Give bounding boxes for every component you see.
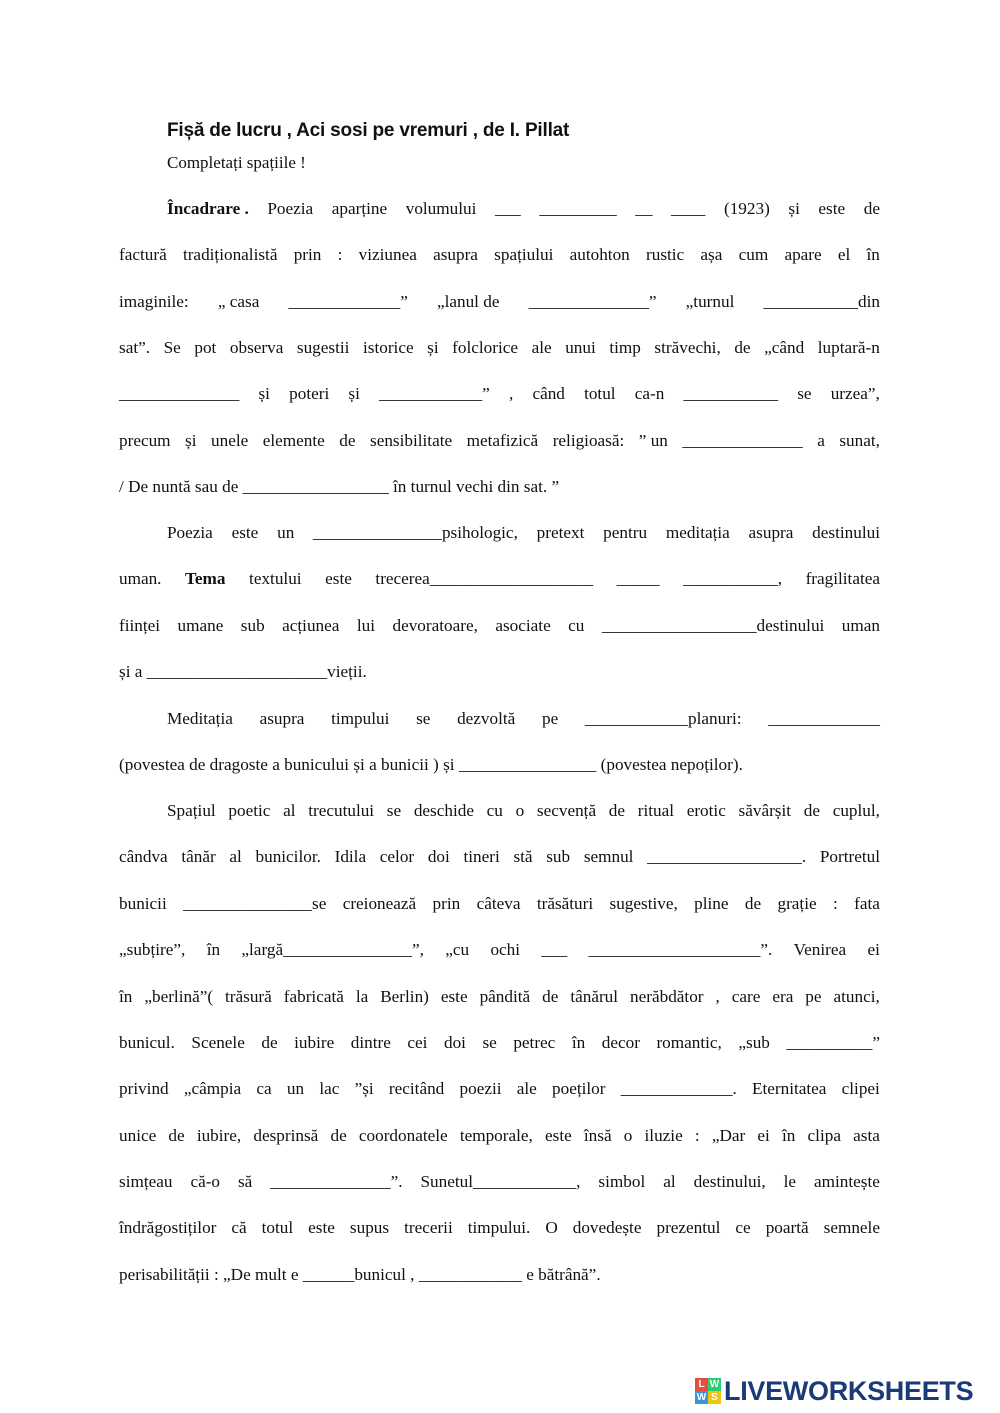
text-word: se <box>797 384 812 403</box>
text-word: desprinsă <box>253 1126 319 1145</box>
text-word: îndrăgostiților <box>119 1218 217 1237</box>
text-word: se <box>416 709 431 728</box>
text-word: uman. <box>119 569 162 588</box>
text-word: Portretul <box>819 847 880 866</box>
text-word: în <box>571 1033 586 1052</box>
text-word: ca-n <box>634 384 665 403</box>
text-word: săvârșit <box>738 801 792 820</box>
text-line-8 <box>167 523 880 543</box>
text-word: ____ <box>671 199 706 218</box>
text-word: elemente <box>262 431 325 450</box>
text-word: Poezia <box>167 523 213 542</box>
text-word: ___________, <box>683 569 782 588</box>
text-word: folclorice <box>452 338 519 357</box>
logo-letter-s: S <box>708 1391 721 1404</box>
text-word: de <box>261 1033 278 1052</box>
text-word: „turnul <box>685 292 735 311</box>
text-word: luptară-n <box>817 338 880 357</box>
text-word: să <box>237 1172 253 1191</box>
text-word: „lanul de <box>436 292 500 311</box>
text-word: perisabilității : „De mult e ______bunicul , ____________ e bătrână”. <box>119 1265 601 1284</box>
text-word: apare <box>784 245 822 264</box>
text-word: aparține <box>331 199 388 218</box>
text-word: umane <box>177 616 224 635</box>
text-word: fabricată <box>283 987 344 1006</box>
text-word: pretext <box>536 523 585 542</box>
text-line-11 <box>119 662 880 682</box>
text-word: creionează <box>342 894 417 913</box>
text-word: le <box>783 1172 797 1191</box>
text-word: iluzie <box>644 1126 683 1145</box>
text-word: o <box>515 801 525 820</box>
text-word: sat”. <box>119 338 151 357</box>
text-word: o <box>623 1126 633 1145</box>
text-line-19 <box>119 1033 880 1053</box>
text-word: : <box>832 894 838 913</box>
text-word: simțeau <box>119 1172 173 1191</box>
text-word: de <box>330 1126 347 1145</box>
text-word: Poezia <box>267 199 314 218</box>
text-word: grație <box>777 894 817 913</box>
text-word: nerăbdător <box>630 987 704 1006</box>
text-word: timpului. <box>467 1218 531 1237</box>
text-word: trecerea___________________ <box>375 569 594 588</box>
text-word: poezii <box>459 1079 502 1098</box>
text-word: cuplul, <box>832 801 880 820</box>
text-word: era <box>772 987 794 1006</box>
text-word: secvență <box>536 801 597 820</box>
logo-letter-w2: W <box>696 1392 707 1403</box>
text-word: religioasă: <box>552 431 625 450</box>
text-word: bunicilor. <box>255 847 321 866</box>
text-word: a <box>817 431 825 450</box>
text-word: cu <box>486 801 503 820</box>
text-word: ______________”. <box>270 1172 403 1191</box>
text-word: atunci, <box>833 987 880 1006</box>
text-word: O <box>545 1218 558 1237</box>
text-word: destinului, <box>693 1172 766 1191</box>
text-word: și <box>788 199 800 218</box>
text-word: sub <box>240 616 265 635</box>
text-word: de <box>744 894 762 913</box>
text-line-16 <box>119 894 880 914</box>
text-word: și <box>258 384 270 403</box>
text-word: și a _____________________vieții. <box>119 662 367 681</box>
text-line-21 <box>119 1126 880 1146</box>
text-word: pe <box>541 709 559 728</box>
text-word: / De nuntă sau de _________________ în turnul vechi din sat. ” <box>119 477 560 496</box>
text-word: Tema <box>185 569 226 588</box>
text-word: ”și <box>354 1079 374 1098</box>
text-word: bunicii <box>119 894 167 913</box>
text-word: iubire <box>294 1033 335 1052</box>
text-word: trecerii <box>404 1218 453 1237</box>
text-word: poteri <box>289 384 330 403</box>
text-word: „Dar <box>711 1126 746 1145</box>
text-word: de <box>608 801 626 820</box>
text-word: ființei <box>119 616 161 635</box>
text-word: Idila <box>334 847 367 866</box>
text-word: pentru <box>603 523 648 542</box>
text-word: factură <box>119 245 167 264</box>
text-word: metafizică <box>466 431 539 450</box>
text-word: în <box>206 940 221 959</box>
text-word: Venirea <box>793 940 847 959</box>
text-word: de <box>168 1126 185 1145</box>
text-word: semnele <box>823 1218 880 1237</box>
text-word: Berlin) <box>380 987 429 1006</box>
text-line-14 <box>167 801 880 821</box>
text-word: Se <box>163 338 181 357</box>
text-word: dintre <box>350 1033 391 1052</box>
text-word: acțiunea <box>282 616 340 635</box>
text-word: (povestea de dragoste a bunicului și a bunicii ) și ________________ (povestea nepoților). <box>119 755 743 774</box>
text-word: că <box>231 1218 247 1237</box>
text-word: Spațiul <box>167 801 216 820</box>
text-word: este <box>440 987 468 1006</box>
text-word: volumului <box>405 199 477 218</box>
text-word: fata <box>854 894 880 913</box>
text-word: asociate <box>495 616 551 635</box>
text-word: de <box>863 199 880 218</box>
text-word: asupra <box>259 709 305 728</box>
text-word: poetic <box>228 801 271 820</box>
text-word: textului <box>249 569 302 588</box>
text-line-24 <box>119 1265 880 1285</box>
text-word: pândită <box>479 987 531 1006</box>
text-word: : <box>694 1126 700 1145</box>
text-word: un <box>277 523 295 542</box>
text-word: de <box>542 987 559 1006</box>
logo-letter-w1: W <box>709 1379 720 1390</box>
text-word: ale <box>531 338 552 357</box>
worksheet-title: Fișă de lucru , Aci sosi pe vremuri , de I. Pillat <box>167 120 570 141</box>
text-word: pot <box>194 338 217 357</box>
text-word: ___ <box>541 940 568 959</box>
text-word: supus <box>349 1218 390 1237</box>
text-word: devoratoare, <box>392 616 478 635</box>
text-word: petrec <box>513 1033 556 1052</box>
text-word: când <box>532 384 565 403</box>
text-word: _________ <box>539 199 617 218</box>
text-word: pe <box>805 987 822 1006</box>
text-word: ” un <box>638 431 668 450</box>
text-word: ei <box>867 940 880 959</box>
text-line-3 <box>119 292 880 312</box>
text-word: autohton <box>569 245 630 264</box>
text-word: la <box>355 987 369 1006</box>
text-word: tradiționalistă <box>182 245 278 264</box>
text-word: prin <box>432 894 461 913</box>
text-word: romantic, <box>656 1033 722 1052</box>
text-word: : <box>337 245 343 264</box>
text-word: _______________psihologic, <box>313 523 518 542</box>
text-word: este <box>325 569 352 588</box>
text-word: clipei <box>841 1079 880 1098</box>
text-word: câteva <box>476 894 521 913</box>
worksheet-instructions: Completați spațiile ! <box>167 153 306 172</box>
text-word: decor <box>601 1033 640 1052</box>
text-word: _____ <box>616 569 660 588</box>
text-word: un <box>286 1079 305 1098</box>
text-word: ale <box>516 1079 537 1098</box>
text-word: așa <box>700 245 723 264</box>
text-word: ___ <box>494 199 521 218</box>
text-word: însă <box>583 1126 612 1145</box>
text-line-4 <box>119 338 880 358</box>
text-word: fragilitatea <box>805 569 880 588</box>
text-word: poartă <box>765 1218 809 1237</box>
text-word: sugestii <box>296 338 350 357</box>
text-word: unele <box>211 431 249 450</box>
liveworksheets-logo-icon <box>695 1378 721 1404</box>
text-word: de <box>803 801 820 820</box>
text-word: sub <box>546 847 571 866</box>
text-word: observa <box>229 338 284 357</box>
text-line-12 <box>167 709 880 729</box>
text-word: __ <box>635 199 653 218</box>
text-word: este <box>308 1218 335 1237</box>
text-word: sunat, <box>839 431 880 450</box>
text-word: ______________ <box>119 384 240 403</box>
text-word: _____________ <box>768 709 880 728</box>
text-word: lui <box>356 616 376 635</box>
text-word: unui <box>565 338 596 357</box>
text-line-7 <box>119 477 880 497</box>
text-word: simbol <box>598 1172 646 1191</box>
text-word: prin <box>293 245 322 264</box>
text-word: în <box>119 987 133 1006</box>
text-word: „largă_______________”, <box>241 940 424 959</box>
text-line-13 <box>119 755 880 775</box>
text-word: bunicul. <box>119 1033 175 1052</box>
text-word: rustic <box>646 245 685 264</box>
text-word: tineri <box>463 847 500 866</box>
liveworksheets-logo <box>695 1374 995 1408</box>
text-word: se <box>386 801 402 820</box>
text-word: asta <box>853 1126 880 1145</box>
text-word: totul <box>261 1218 294 1237</box>
text-word: __________” <box>786 1033 880 1052</box>
text-word: istorice <box>362 338 414 357</box>
text-word: trăsături <box>536 894 594 913</box>
text-word: cei <box>407 1033 428 1052</box>
text-word: recitând <box>388 1079 445 1098</box>
text-word: este <box>231 523 259 542</box>
text-word: „subțire”, <box>119 940 186 959</box>
text-line-6 <box>119 431 880 451</box>
text-word: sensibilitate <box>370 431 453 450</box>
text-word: „când <box>764 338 805 357</box>
text-line-23 <box>119 1218 880 1238</box>
text-word: clipa <box>807 1126 841 1145</box>
text-word: sugestive, <box>609 894 678 913</box>
text-word: temporale, <box>459 1126 533 1145</box>
text-word: și <box>185 431 197 450</box>
text-word: în <box>866 245 880 264</box>
text-word: _______________se <box>183 894 327 913</box>
text-word: totul <box>584 384 616 403</box>
text-word: al <box>229 847 242 866</box>
text-word: prezentul <box>656 1218 721 1237</box>
text-word: iubire, <box>196 1126 242 1145</box>
text-word: Meditația <box>167 709 233 728</box>
text-word: este <box>545 1126 572 1145</box>
text-word: erotic <box>686 801 726 820</box>
text-word: și <box>427 338 439 357</box>
text-word: meditația <box>665 523 730 542</box>
text-word: ei <box>757 1126 770 1145</box>
text-word: semnul <box>583 847 634 866</box>
text-word: ___________din <box>763 292 880 311</box>
text-word: tânărul <box>570 987 619 1006</box>
text-word: „berlină”( <box>144 987 214 1006</box>
text-word: al <box>283 801 296 820</box>
text-word: lac <box>319 1079 340 1098</box>
text-word: privind <box>119 1079 169 1098</box>
text-word: doi <box>427 847 450 866</box>
text-word: __________________destinului <box>601 616 825 635</box>
text-line-18 <box>119 987 880 1007</box>
text-word: trecutului <box>308 801 375 820</box>
logo-letter-l: L <box>695 1378 708 1391</box>
text-word: trăsură <box>225 987 272 1006</box>
text-word: precum <box>119 431 171 450</box>
text-word: , <box>715 987 720 1006</box>
text-word: „câmpia <box>183 1079 242 1098</box>
text-word: de <box>339 431 356 450</box>
text-word: tânăr <box>181 847 216 866</box>
text-word: poeților <box>552 1079 606 1098</box>
text-word: spațiului <box>494 245 554 264</box>
text-word: Eternitatea <box>751 1079 827 1098</box>
text-word: și <box>348 384 360 403</box>
text-word: care <box>731 987 761 1006</box>
text-line-1 <box>167 199 880 219</box>
text-word: ce <box>735 1218 751 1237</box>
text-line-5 <box>119 384 880 404</box>
text-word: imaginile: <box>119 292 189 311</box>
text-word: cândva <box>119 847 168 866</box>
text-word: unice <box>119 1126 157 1145</box>
text-word: _____________” <box>288 292 408 311</box>
text-word: ochi <box>490 940 521 959</box>
text-word: se <box>482 1033 497 1052</box>
text-word: ______________” <box>528 292 657 311</box>
text-word: dezvoltă <box>457 709 516 728</box>
text-word: asupra <box>433 245 478 264</box>
text-line-20 <box>119 1079 880 1099</box>
text-word: _____________. <box>620 1079 737 1098</box>
text-line-22 <box>119 1172 880 1192</box>
text-word: „ casa <box>217 292 260 311</box>
text-word: ______________ <box>682 431 803 450</box>
text-word: cum <box>738 245 769 264</box>
text-word: dovedește <box>572 1218 642 1237</box>
text-word: ____________planuri: <box>584 709 742 728</box>
text-word: Sunetul____________, <box>420 1172 581 1191</box>
text-word: în <box>782 1126 796 1145</box>
text-line-9 <box>119 569 880 589</box>
text-word: celor <box>379 847 415 866</box>
text-word: ____________________”. <box>588 940 773 959</box>
text-word: ____________” <box>379 384 490 403</box>
text-word: uman <box>841 616 880 635</box>
text-word: destinului <box>812 523 880 542</box>
text-word: Scenele <box>191 1033 245 1052</box>
text-word: amintește <box>814 1172 880 1191</box>
text-word: doi <box>443 1033 466 1052</box>
logo-text: LIVEWORKSHEETS <box>724 1375 974 1406</box>
text-word: viziunea <box>358 245 417 264</box>
text-word: „sub <box>738 1033 770 1052</box>
text-word: străvechi, <box>654 338 721 357</box>
text-word: cu <box>568 616 585 635</box>
text-line-10 <box>119 616 880 636</box>
text-line-15 <box>119 847 880 867</box>
text-word: (1923) <box>723 199 770 218</box>
text-word: „cu <box>445 940 470 959</box>
text-word: timp <box>609 338 641 357</box>
text-line-17 <box>119 940 880 960</box>
text-word: Încadrare . <box>167 199 249 218</box>
text-word: ___________ <box>683 384 779 403</box>
text-word: asupra <box>748 523 794 542</box>
text-word: __________________. <box>647 847 807 866</box>
text-word: este <box>818 199 846 218</box>
text-word: timpului <box>331 709 390 728</box>
text-word: el <box>837 245 851 264</box>
text-word: pline <box>694 894 729 913</box>
text-word: ritual <box>637 801 674 820</box>
text-word: coordonatele <box>358 1126 448 1145</box>
text-word: , <box>508 384 514 403</box>
text-line-2 <box>119 245 880 265</box>
text-word: stă <box>513 847 533 866</box>
text-word: ca <box>256 1079 272 1098</box>
text-word: urzea”, <box>830 384 880 403</box>
text-word: al <box>663 1172 676 1191</box>
text-word: deschide <box>413 801 474 820</box>
text-word: de <box>734 338 751 357</box>
text-word: că-o <box>190 1172 221 1191</box>
